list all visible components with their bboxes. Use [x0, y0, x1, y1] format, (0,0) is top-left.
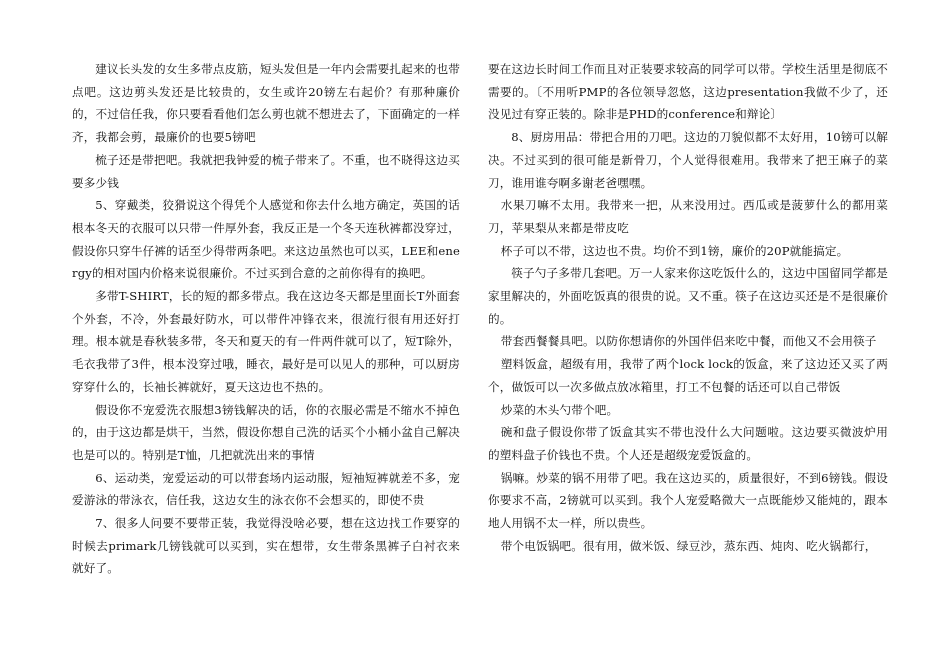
paragraph-wooden-spatula: 炒菜的木头勺带个吧。 [500, 402, 619, 417]
paragraph-clothing: 5、穿戴类，狡猾说这个得凭个人感觉和你去什么地方确定，英国的话根本冬天的衣服可以只带一件厚外套，我反正是一个冬天连秋裤都没穿过，假设你只穿牛仔裤的话至少得带两条吧。来这边虽然也可以买，LEE和energy的相对国内价格来说很廉价。不过买到合意的之前你得有的换吧。 [72, 198, 460, 281]
paragraph-western-cutlery: 带套西餐餐具吧。以防你想请你的外国伴侣来吃中餐，而他又不会用筷子 [500, 334, 877, 349]
paragraph-formal-wear: 7、很多人问要不要带正装，我觉得没啥必要，想在这边找工作要穿的时候去primark几镑钱就可以买到，实在想带，女生带条黑裤子白衬衣来就好了。 [72, 516, 460, 576]
paragraph-rice-cooker: 带个电饭锅吧。很有用，做米饭、绿豆沙，蒸东西、炖肉、吃火锅都行， [500, 538, 877, 553]
paragraph-fruit-knife: 水果刀嘛不太用。我带来一把，从来没用过。西瓜或是菠萝什么的都用菜刀，苹果梨从来都是带皮吃 [488, 198, 888, 235]
paragraph-lunch-boxes: 塑料饭盒，超级有用，我带了两个lock lock的饭盒，来了这边还又买了两个，做饭可以一次多做点放冰箱里，打工不包餐的话还可以自己带饭 [488, 357, 888, 394]
paragraph-hair-ties: 建议长头发的女生多带点皮筋，短头发但是一年内会需要扎起来的也带点吧。这边剪头发还是比较贵的，女生或许20镑左右起价？有那种廉价的，不过信任我，你只要看看他们怎么剪也就不想进去了，下面确定的一样齐，我都会剪，最廉价的也要5镑吧 [72, 62, 460, 145]
paragraph-bowls-plates: 碗和盘子假设你带了饭盒其实不带也没什么大问题啦。这边要买微波炉用的塑料盘子价钱也不贵。个人还是超级宠爱饭盒的。 [488, 425, 888, 462]
paragraph-comb: 梳子还是带把吧。我就把我钟爱的梳子带来了。不重，也不晓得这边买要多少钱 [72, 152, 460, 190]
left-text-column [72, 58, 460, 580]
paragraph-wok: 锅嘛。炒菜的锅不用带了吧。我在这边买的，质量很好，不到6镑钱。假设你要求不高，2镑就可以买到。我个人宠爱略微大一点既能炒又能炖的，跟本地人用锅不太一样，所以贵些。 [488, 470, 888, 531]
right-text-column [488, 58, 888, 557]
paragraph-formal-wear-continued: 要在这边长时间工作而且对正装要求较高的同学可以带。学校生活里是彻底不需要的。〔不用听PMP的各位领导忽悠，这边presentation我做不少了，还没见过有穿正装的。除非是PHD的conference和辩论〕 [488, 62, 888, 122]
paragraph-kitchen-knife: 8、厨房用品：带把合用的刀吧。这边的刀貌似都不太好用，10镑可以解决。不过买到的很可能是新骨刀，个人觉得很难用。我带来了把王麻子的菜刀，谁用谁夸啊多谢老爸嘿嘿。 [488, 130, 888, 190]
paragraph-cups: 杯子可以不带，这边也不贵。均价不到1镑，廉价的20P就能搞定。 [500, 243, 849, 258]
paragraph-tshirts: 多带T-SHIRT，长的短的都多带点。我在这边冬天都是里面长T外面套个外套，不冷，外套最好防水，可以带件冲锋衣来，很流行很有用还好打理。根本就是春秋装多带，冬天和夏天的有一件两件就可以了，短T除外，毛衣我带了3件，根本没穿过哦，睡衣，最好是可以见人的那种，可以厨房穿穿什么的，长袖长裤就好，夏天这边也不热的。 [72, 289, 460, 394]
paragraph-laundry: 假设你不宠爱洗衣服想3镑钱解决的话，你的衣服必需是不缩水不掉色的，由于这边都是烘干，当然，假设你想自己洗的话买个小桶小盆自己解决也是可以的。特别是T恤，几把就洗出来的事情 [72, 402, 460, 462]
paragraph-sportswear: 6、运动类，宠爱运动的可以带套场内运动服，短袖短裤就差不多，宠爱游泳的带泳衣，信任我，这边女生的泳衣你不会想买的，即使不贵 [72, 470, 460, 508]
paragraph-chopsticks: 筷子勺子多带几套吧。万一人家来你这吃饭什么的，这边中国留同学都是家里解决的，外面吃饭真的很贵的说。又不重。筷子在这边买还是不是很廉价的。 [488, 266, 888, 326]
